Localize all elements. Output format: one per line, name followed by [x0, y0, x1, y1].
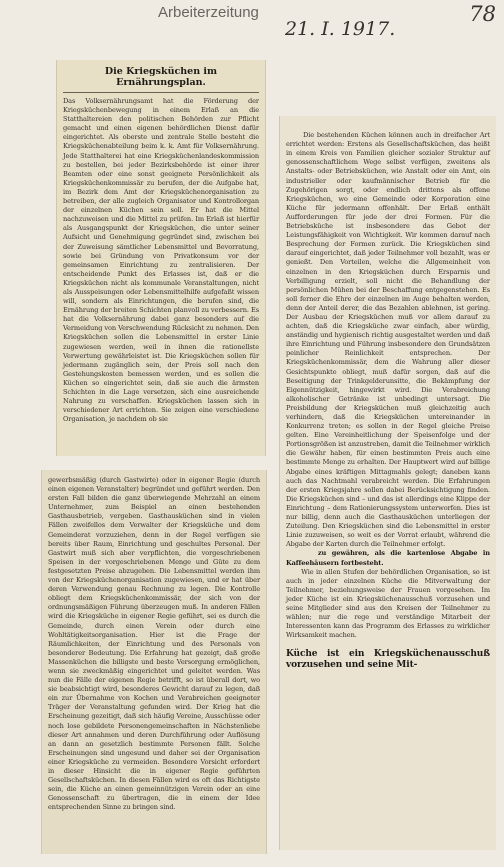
- article-column-3-body: Die bestehenden Küchen können auch in dreifacher Art errichtet werden: Erstens als Gesellschaftsküchen, das heißt in einem Kreis von Familien gleicher sozialer Struktur auf genossenschaftlichem Wege selbst verfügen, zweitens als Anstalts- oder Betriebsküchen, wie Anstalt oder ein Amt, ein industrieller oder kaufmännischer Betrieb für die Zugehörigen sorgt, oder endlich drittens als offene Kriegsküchen, wo eine Gemeinde oder Korporation eine Küche für jedermann offenhält. Der Erlaß enthält Aufforderungen für jede der drei Formen. Für die Betriebsküche ist insbesondere das Gebot der Leistungsfähigkeit von Wichtigkeit. Wir kommen darauf nach Besprechung der Formen zurück. Die Kriegsküchen sind darauf eingerichtet, daß jeder Teilnehmer voll bezahlt, was er genießt. Den Vorteilen, welche die Allgemeinheit von einzelnen in den Kriegsküchen durch Ersparnis und Verbilligung erzielt, soll nicht die Behandlung der persönlichen Mühen bei der Beschaffung entgegenstehen. Es soll ferner die Ehre der einzelnen im Auge behalten werden, denn der Anteil derer, die das Bezahlen ablehnen, ist gering. Der Ausbau der Kriegsküchen muß vor allem darauf zu achten, daß die Kriegsküche zwar einfach, aber würdig, anständig und hygienisch richtig ausgestaltet werden und daß ihre Einrichtung und Führung insbesondere den Grundsätzen peinlicher Reinlichkeit entsprechen. Der Kriegsküchenkommissär, dem die Wahrung aller dieser Gesichtspunkte obliegt, muß dafür sorgen, daß auf die Beseitigung der Trinkgelderunsitte, die Bekämpfung der Eigennützigkeit, hingewirkt wird. Die Verabreichung alkoholischer Getränke ist unbedingt untersagt. Die Preisbildung der Kriegsküchen muß gleichzeitig auch verhindern, daß die Kriegsküchen untereinander in Konkurrenz treten; es sollen in der Regel gleiche Preise gelten. Eine Vereinheitlichung der Speisenfolge und der Portionsgrößen ist anzustreben, damit die Teilnehmer wirklich die Gewähr haben, für einen bestimmten Preis auch eine bestimmte Menge zu erhalten. Der Hauptwert wird auf billige Abgabe eines kräftigen Mittagmahls gelegt; daneben kann auch das Nachtmahl verabreicht werden. Die Erfahrungen der ersten Kriegsjahre sollen dabei Berücksichtigung finden. Die Kriegsküchen sind – und das ist allerdings eine Klippe der Einrichtung – dem Rationierungssystem unterworfen. Dies ist nur billig, denn auch die Gasthausküchen unterliegen der Zuteilung. Den Kriegsküchen sind die Lebensmittel in erster Linie zuzuweisen, so weit es der Vorrat erlaubt, während die Abgabe der Karten durch die Teilnehmer erfolgt.: [286, 131, 492, 549]
- newspaper-name: Arbeiterzeitung: [158, 4, 259, 21]
- article-column-3-closing: Wie in allen Stufen der behördlichen Organisation, so ist auch in jeder einzelnen Küche die Mitverwaltung der Teilnehmer, beziehungsweise der Frauen vorgesehen. Im jeder Küche ist ein Kriegsküchenausschuß vorzusehen und seine Mitglieder sind aus den Kreisen der Teilnehmer zu wählen; nur die rege und verständige Mitarbeit der Interessenten kann das Programm des Erlasses zu wirklicher Wirksamkeit machen.: [286, 567, 492, 640]
- article-column-2: [41, 470, 267, 854]
- article-emphasis-line: Küche ist ein Kriegsküchenausschuß vorzusehen und seine Mit-: [286, 649, 494, 671]
- article-column-1-text: Das Volksernährungsamt hat die Förderung der Kriegsküchenbewegung in einem Erlaß an die Statthaltereien den politischen Behörden zur Pflicht gemacht und einen eigenen behördlichen Dienst dafür eingerichtet. Als oberste und zentrale Stelle besteht die Kriegsküchenabteilung beim k. k. Amt für Volksernährung. Jede Statthalterei hat eine Kriegsküchenlandeskommission zu bestellen, bei jeder Bezirksbehörde ist einer ihrer Beamten oder eine sonst geeignete Persönlichkeit als Kriegsküchenkommissär zu berufen, der die Aufgabe hat, im Bezirk dem Amt der Kriegsküchenorganisation zu betreiben, der alle zugleich Organisator und Kontrollorgan der einzelnen Küchen sein soll. Er hat die Mittel nachzuweisen und die Mittel zu prüfen. Im Erlaß ist hierfür als Ausgangspunkt der Kriegsküchen, die unter seiner Aufsicht und Genehmigung gegründet sind, zwischen bei der Zuweisung sämtlicher Lebensmittel und Bevorratung, sowie bei Gründung von Privatkonsum vor der gemeinsamen Einrichtung zu zentralisieren. Der entscheidende Punkt des Erlasses ist, daß er die Kriegsküchen nicht als kommunale Veranstaltungen, nicht als Ausspeisungen oder Lebensmittelhilfe aufgefaßt wissen will, sondern als Einrichtungen, die berufen sind, die Ernährung der breiten Schichten planvoll zu verbessern. Es hat die Volksernährung dabei ganz besonders auf die Vermeidung von Verschwendung Rücksicht zu nehmen. Den Kriegsküchen sollen die Lebensmittel in erster Linie zugewiesen werden, weil in ihnen die rationellste Verwertung gewährleistet ist. Die Kriegsküchen sollen für jedermann zugänglich sein, der Preis soll nach den Gestehungskosten bemessen werden, und es sollen die Küchen so eingerichtet sein, daß sie auch die ärmsten Schichten in die Lage versetzen, sich eine ausreichende Nahrung zu verschaffen. Kriegsküchen lassen sich in verschiedener Art errichten. Sie zeigen eine verschiedene Organisation, je nachdem ob sie: [63, 97, 261, 424]
- article-column-3: [279, 116, 496, 850]
- page-number: 78: [469, 2, 496, 26]
- article-column-3-text: [286, 122, 494, 844]
- article-column-2-text: gewerbsmäßig (durch Gastwirte) oder in eigener Regie (durch einen eigenen Veranstalter) begründet und geführt werden. Den ersten Fall bilden die ganz überwiegende Mehrzahl an einem Unternehmer, zum Beispiel an einen bestehenden Gasthausbetrieb, vergeben. Gasthausküchen sind in vielen Fällen zweifellos dem Verwalter der Kriegsküche und dem Gemeinderat vorzuziehen, denn in der Regel verfügen sie bereits über Raum, Einrichtung und geschultes Personal. Der Gastwirt muß sich aber verpflichten, die vorgeschriebenen Speisen in der vorgeschriebenen Menge und Güte zu dem festgesetzten Preise abzugeben. Die Lebensmittel werden ihm von der Kriegsküchenorganisation zugewiesen, und er hat über deren Verwendung genau Rechnung zu legen. Die Kontrolle obliegt dem Kriegsküchenkommissär, der sich von der ordnungsmäßigen Führung überzeugen muß. In anderen Fällen wird die Kriegsküche in eigener Regie geführt, sei es durch die Gemeinde, durch einen Verein oder durch eine Wohltätigkeitsorganisation. Hier ist die Frage der Räumlichkeiten, der Einrichtung und des Personals von besonderer Bedeutung. Die Erfahrung hat gezeigt, daß große Massenküchen die billigste und beste Versorgung ermöglichen, wenn sie zweckmäßig eingerichtet und geleitet werden. Was nun die Fälle der eigenen Regie betrifft, so ist überall dort, wo sie beabsichtigt wird, besonderes Gewicht darauf zu legen, daß ein zur Übernahme von Kochen und Verabreichen geeigneter Träger der Veranstaltung gefunden wird. Der Krieg hat die Erscheinung gezeitigt, daß sich häufig Vereine, Ausschüsse oder noch lose gebildete Personengemeinschaften in Nächstenliebe dieser Art annahmen und deren Durchführung oder Auflösung an dann an gesetzlich bestimmte Personen fällt. Solche Erscheinungen sind ungesund und daher sei der Organisation einer Kriegsküche zu vermeiden. Besondere Vorsicht erfordert in dieser Hinsicht die in eigener Regie geführten Gesellschaftsküchen. In diesen Fällen wird es oft das Richtigste sein, die Küche an einen gemeinnützigen Verein oder an eine Genossenschaft zu übertragen, die in einem der Idee entsprechenden Sinne zu bringen sind.: [48, 476, 262, 812]
- article-column-1: [56, 60, 266, 456]
- article-column-3-lead: zu gewähren, als die kartenlose Abgabe in Kaffeehäusern fortbesteht.: [286, 549, 493, 567]
- article-headline: Die Kriegsküchen im Ernährungsplan.: [63, 66, 259, 93]
- handwritten-date: 21. I. 1917.: [285, 18, 396, 40]
